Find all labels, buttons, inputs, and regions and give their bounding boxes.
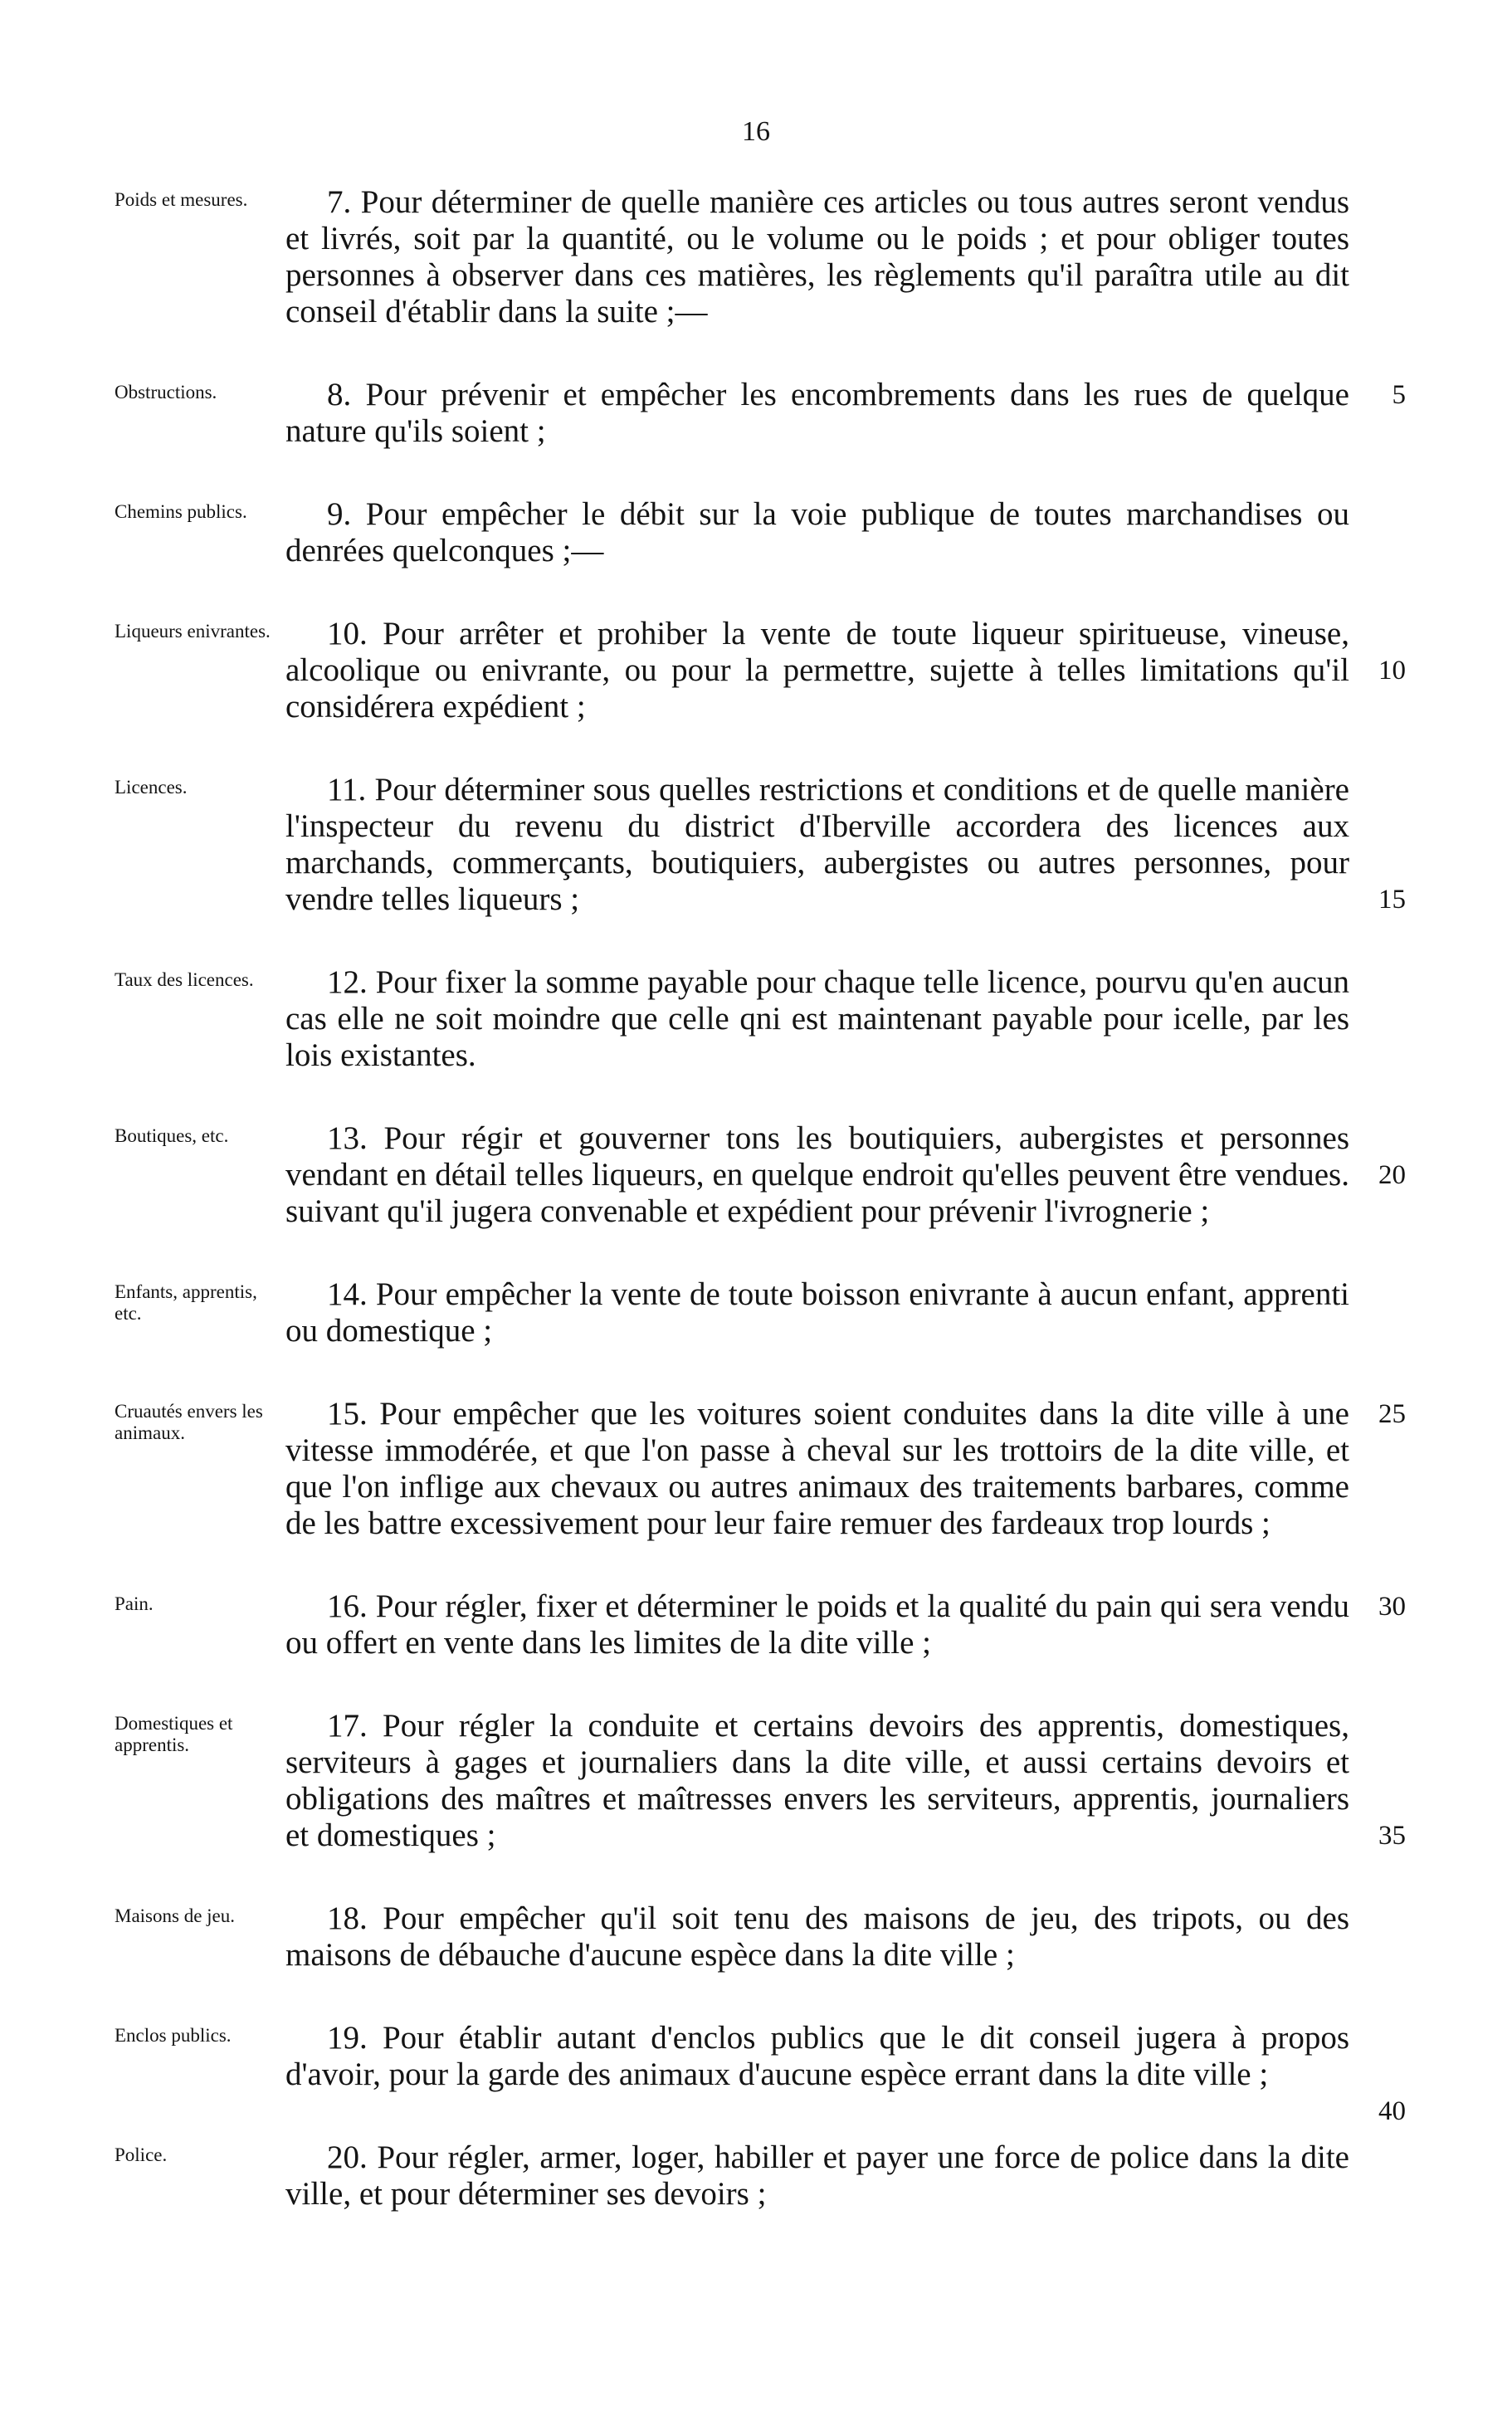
entry [0, 1120, 1512, 1230]
entry [0, 772, 1512, 918]
entry-text: 7. Pour déterminer de quelle manière ces articles ou tous autres seront vendus et livrés, soit par la quantité, ou le volume ou le poids ; et pour obliger toutes personnes à observer dans ces matières, les règlements qu'il paraîtra utile au dit conseil d'établir dans la suite ;— [285, 184, 1349, 329]
entry-text: 18. Pour empêcher qu'il soit tenu des maisons de jeu, des tripots, ou des maisons de débauche d'aucune espèce dans la dite ville ; [285, 1900, 1349, 1973]
entry [0, 2020, 1512, 2126]
page-number: 16 [742, 116, 770, 147]
entry-text: 15. Pour empêcher que les voitures soient conduites dans la dite ville à une vitesse immodérée, et que l'on passe à cheval sur les trottoirs de la dite ville, et que l'on inflige aux chevaux ou autres animaux des traitements barbares, comme de les battre excessivement pour leur faire remuer des fardeaux trop lourds ; [285, 1396, 1349, 1541]
entry-text: 16. Pour régler, fixer et déterminer le poids et la qualité du pain qui sera vendu ou offert en vente dans les limites de la dite ville ; [285, 1588, 1349, 1661]
entry [0, 377, 1512, 450]
margin-note: Cruautés envers les animaux. [115, 1401, 263, 1443]
line-number: 20 [1378, 1160, 1406, 1190]
margin-note: Police. [115, 2144, 168, 2165]
margin-note: Domestiques et apprentis. [115, 1713, 233, 1755]
margin-note: Enclos publics. [115, 2025, 232, 2046]
entry [0, 1396, 1512, 1542]
entry-text: 9. Pour empêcher le débit sur la voie publique de toutes marchandises ou denrées quelconques ;— [285, 496, 1349, 568]
entry [0, 964, 1512, 1074]
line-number: 5 [1392, 380, 1406, 410]
entry-text: 13. Pour régir et gouverner tons les boutiquiers, aubergistes et personnes vendant en détail telles liqueurs, en quelque endroit qu'elles peuvent être vendues. suivant qu'il jugera convenable et expédient pour prévenir l'ivrognerie ; [285, 1120, 1349, 1229]
margin-note: Poids et mesures. [115, 189, 248, 210]
entry [0, 184, 1512, 330]
margin-note: Licences. [115, 777, 188, 798]
entry-text: 17. Pour régler la conduite et certains devoirs des apprentis, domestiques, serviteurs à gages et journaliers dans la dite ville, et aussi certains devoirs et obligations des maîtres et maîtresses envers les serviteurs, apprentis, journaliers et domestiques ; [285, 1708, 1349, 1853]
line-number: 10 [1378, 656, 1406, 685]
entries [0, 184, 1512, 2259]
entry [0, 1276, 1512, 1349]
entry [0, 616, 1512, 725]
entry-text: 12. Pour fixer la somme payable pour chaque telle licence, pourvu qu'en aucun cas elle ne soit moindre que celle qni est maintenant payable pour icelle, par les lois existantes. [285, 964, 1349, 1073]
entry-text: 19. Pour établir autant d'enclos publics que le dit conseil jugera à propos d'avoir, pour la garde des animaux d'aucune espèce errant dans la dite ville ; [285, 2020, 1349, 2092]
entry-text: 10. Pour arrêter et prohiber la vente de toute liqueur spiritueuse, vineuse, alcoolique ou enivrante, ou pour la permettre, sujette à telles limitations qu'il considérera expédient ; [285, 616, 1349, 724]
entry-text: 20. Pour régler, armer, loger, habiller et payer une force de police dans la dite ville, et pour déterminer ses devoirs ; [285, 2139, 1349, 2212]
margin-note: Chemins publics. [115, 501, 247, 522]
margin-note: Pain. [115, 1593, 154, 1614]
line-number: 40 [1378, 2096, 1406, 2126]
margin-note: Taux des licences. [115, 969, 254, 990]
margin-note: Obstructions. [115, 382, 217, 402]
margin-note: Liqueurs enivrantes. [115, 621, 271, 642]
line-number: 15 [1378, 885, 1406, 915]
entry [0, 1588, 1512, 1661]
entry-text: 14. Pour empêcher la vente de toute boisson enivrante à aucun enfant, apprenti ou domestique ; [285, 1276, 1349, 1349]
line-number: 25 [1378, 1399, 1406, 1429]
entry-text: 8. Pour prévenir et empêcher les encombrements dans les rues de quelque nature qu'ils soient ; [285, 377, 1349, 449]
line-number: 35 [1378, 1821, 1406, 1851]
entry [0, 1900, 1512, 1973]
entry [0, 1708, 1512, 1854]
line-number: 30 [1378, 1592, 1406, 1622]
margin-note: Enfants, apprentis, etc. [115, 1281, 257, 1324]
entry-text: 11. Pour déterminer sous quelles restrictions et conditions et de quelle manière l'inspecteur du revenu du district d'Iberville accordera des licences aux marchands, commerçants, boutiquiers, aubergistes ou autres personnes, pour vendre telles liqueurs ; [285, 772, 1349, 917]
entry [0, 2139, 1512, 2213]
margin-note: Boutiques, etc. [115, 1125, 229, 1146]
entry [0, 496, 1512, 569]
margin-note: Maisons de jeu. [115, 1905, 236, 1926]
